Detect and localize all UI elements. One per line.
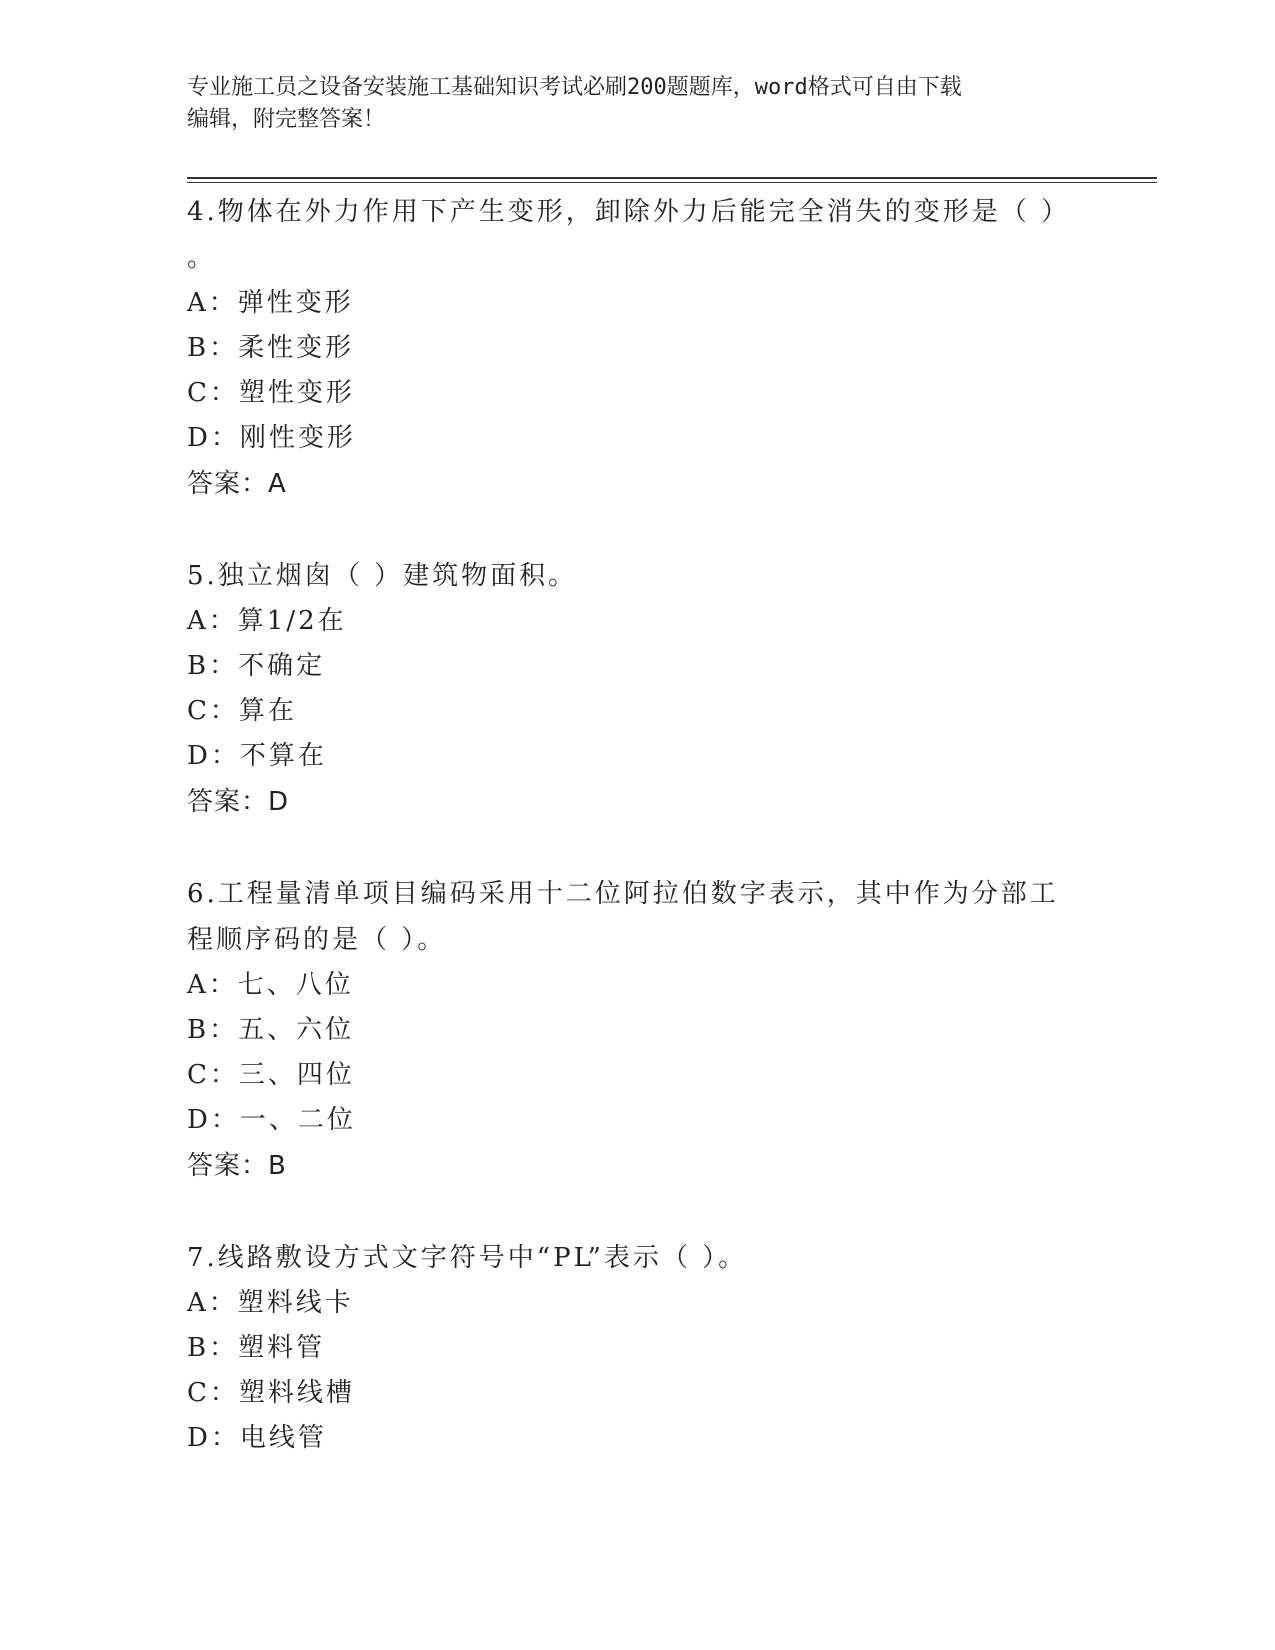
option-c: C：塑性变形 bbox=[187, 378, 355, 408]
option-a: A：七、八位 bbox=[187, 970, 354, 1000]
question-stem: 6.工程量清单项目编码采用十二位阿拉伯数字表示，其中作为分部工 bbox=[187, 879, 1059, 909]
option-c: C：塑料线槽 bbox=[187, 1378, 355, 1408]
option-d: D：电线管 bbox=[187, 1423, 327, 1453]
option-b: B：塑料管 bbox=[187, 1333, 326, 1363]
option-a: A：弹性变形 bbox=[187, 288, 354, 318]
question-stem-continued: 。 bbox=[187, 243, 217, 273]
answer: 答案：A bbox=[187, 469, 287, 499]
header-line-1: 专业施工员之设备安装施工基础知识考试必刷200题题库，word格式可自由下载 bbox=[187, 75, 962, 100]
option-b: B：柔性变形 bbox=[187, 333, 355, 363]
option-d: D：不算在 bbox=[187, 741, 327, 771]
document-header bbox=[187, 72, 1087, 136]
question-stem: 7.线路敷设方式文字符号中“PL”表示（ ）。 bbox=[187, 1243, 748, 1273]
question-4 bbox=[187, 189, 1087, 507]
option-b: B：五、六位 bbox=[187, 1015, 355, 1045]
question-7 bbox=[187, 1235, 1087, 1461]
answer: 答案：B bbox=[187, 1151, 287, 1181]
question-stem: 5.独立烟囱（ ）建筑物面积。 bbox=[187, 561, 578, 591]
option-a: A：塑料线卡 bbox=[187, 1288, 354, 1318]
question-stem-continued: 程顺序码的是（ ）。 bbox=[187, 925, 447, 955]
header-divider-thick bbox=[187, 177, 1157, 179]
question-6 bbox=[187, 871, 1087, 1189]
option-c: C：算在 bbox=[187, 696, 297, 726]
option-c: C：三、四位 bbox=[187, 1060, 355, 1090]
option-d: D：刚性变形 bbox=[187, 423, 356, 453]
option-d: D：一、二位 bbox=[187, 1105, 356, 1135]
option-b: B：不确定 bbox=[187, 651, 326, 681]
header-divider-thin bbox=[187, 182, 1157, 183]
question-stem: 4.物体在外力作用下产生变形，卸除外力后能完全消失的变形是（ ） bbox=[187, 197, 1071, 227]
question-5 bbox=[187, 553, 1087, 825]
question-list bbox=[187, 189, 1087, 1507]
header-line-2: 编辑，附完整答案！ bbox=[187, 107, 386, 132]
answer: 答案：D bbox=[187, 787, 290, 817]
option-a: A：算1/2在 bbox=[187, 606, 347, 636]
